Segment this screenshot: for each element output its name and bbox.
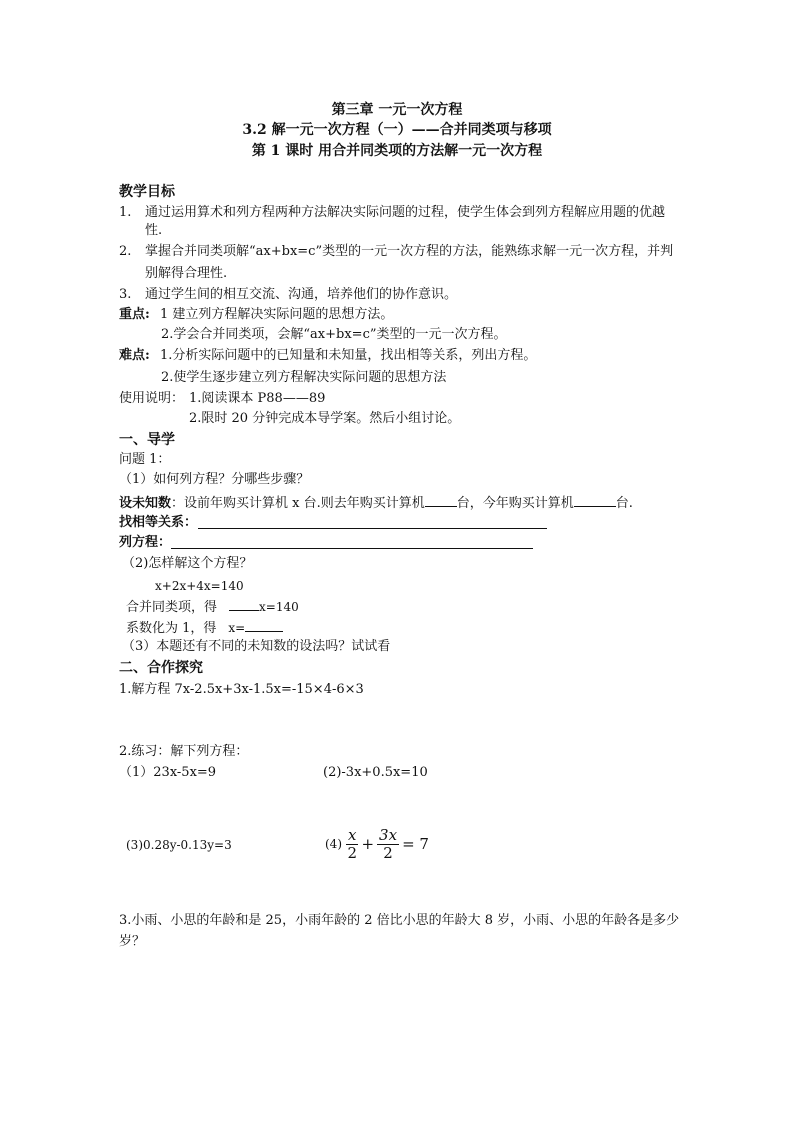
key-points-label: 重点: <box>119 307 150 322</box>
blank-solution[interactable] <box>245 618 283 632</box>
question-3: （3）本题还有不同的未知数的设法吗？试试看 <box>122 639 391 654</box>
question-2: （2)怎样解这个方程？ <box>122 556 253 571</box>
fraction-1-numerator: x <box>348 825 357 844</box>
equation-label: 列方程： <box>119 535 172 550</box>
difficult-points-label: 难点: <box>119 348 150 363</box>
coefficient-tail: x= <box>228 621 246 635</box>
blank-last-year[interactable] <box>425 493 457 507</box>
goal-2-num: 2. <box>119 244 132 259</box>
key-point-2: 2.学会合并同类项，会解“ax+bx=c”类型的一元一次方程。 <box>161 327 507 342</box>
fraction-2-numerator: 3x <box>379 825 398 844</box>
practice-3: (3)0.28y-0.13y=3 <box>126 838 232 852</box>
set-unknown-text-b: 台，今年购买计算机 <box>456 496 574 511</box>
goals-heading: 教学目标 <box>119 184 175 200</box>
coefficient-step <box>126 618 283 638</box>
set-unknown-text-a: ：设前年购买计算机 x 台.则去年购买计算机 <box>171 496 425 511</box>
set-unknown-label: 设未知数 <box>119 496 172 511</box>
practice-2: (2)-3x+0.5x=10 <box>323 765 428 780</box>
equation-answer-line[interactable] <box>171 548 533 549</box>
question-1: （1）如何列方程？分哪些步骤？ <box>119 472 310 487</box>
relation-label: 找相等关系： <box>119 515 198 530</box>
chapter-title: 第三章 一元一次方程 <box>331 102 463 118</box>
equation-example: x+2x+4x=140 <box>155 579 244 593</box>
relation-answer-line[interactable] <box>198 528 547 529</box>
plus-sign: + <box>361 835 375 853</box>
key-point-1: 1 建立列方程解决实际问题的思想方法。 <box>160 307 394 322</box>
part1-heading: 一、导学 <box>119 432 175 448</box>
coefficient-text: 系数化为 1，得 <box>126 621 217 636</box>
fraction-x-over-2 <box>346 827 358 862</box>
problem-1-label: 问题 1： <box>119 452 171 467</box>
instruction-1: 1.阅读课本 P88——89 <box>189 391 326 406</box>
instructions-label: 使用说明： <box>119 391 185 406</box>
blank-this-year[interactable] <box>574 493 616 507</box>
fraction-1-denominator: 2 <box>347 843 357 862</box>
fraction-2-denominator: 2 <box>383 843 393 862</box>
goal-2-text-cont: 别解得合理性. <box>145 266 228 281</box>
combine-text: 合并同类项，得 <box>126 600 218 615</box>
section-title: 3.2 解一元一次方程（一）——合并同类项与移项 <box>242 122 552 138</box>
goal-1-text-cont: 性. <box>145 223 163 238</box>
part2-heading: 二、合作探究 <box>119 660 203 676</box>
combine-tail: x=140 <box>259 600 299 614</box>
difficult-point-1: 1.分析实际问题中的已知量和未知量，找出相等关系，列出方程。 <box>160 348 537 363</box>
instruction-2: 2.限时 20 分钟完成本导学案。然后小组讨论。 <box>189 411 461 426</box>
lesson-title: 第 1 课时 用合并同类项的方法解一元一次方程 <box>251 143 543 159</box>
exercise-3-line1: 3.小雨、小思的年龄和是 25，小雨年龄的 2 倍比小思的年龄大 8 岁，小雨、小思的年龄各是多少 <box>119 913 680 928</box>
set-unknown-line <box>119 493 633 513</box>
goal-3-num: 3. <box>119 287 132 302</box>
goal-2-text: 掌握合并同类项解“ax+bx=c”类型的一元一次方程的方法，能熟练求解一元一次方程，并判 <box>145 244 674 259</box>
practice-4-label: (4) <box>325 837 342 851</box>
blank-coefficient[interactable] <box>229 597 259 611</box>
equals-seven: = 7 <box>402 835 429 853</box>
goal-1-num: 1. <box>119 205 132 220</box>
exercise-2-heading: 2.练习：解下列方程： <box>119 744 249 759</box>
difficult-point-2: 2.使学生逐步建立列方程解决实际问题的思想方法 <box>161 370 447 385</box>
combine-step <box>126 597 299 617</box>
exercise-1: 1.解方程 7x-2.5x+3x-1.5x=-15×4-6×3 <box>119 682 364 697</box>
fraction-3x-over-2 <box>377 827 399 862</box>
practice-1: （1）23x-5x=9 <box>119 765 217 780</box>
goal-1-text: 通过运用算术和列方程两种方法解决实际问题的过程，使学生体会到列方程解应用题的优越 <box>145 205 666 220</box>
set-unknown-text-c: 台. <box>615 496 633 511</box>
goal-3-text: 通过学生间的相互交流、沟通，培养他们的协作意识。 <box>145 287 458 302</box>
exercise-3-line2: 岁？ <box>119 934 146 949</box>
practice-4 <box>325 823 432 865</box>
